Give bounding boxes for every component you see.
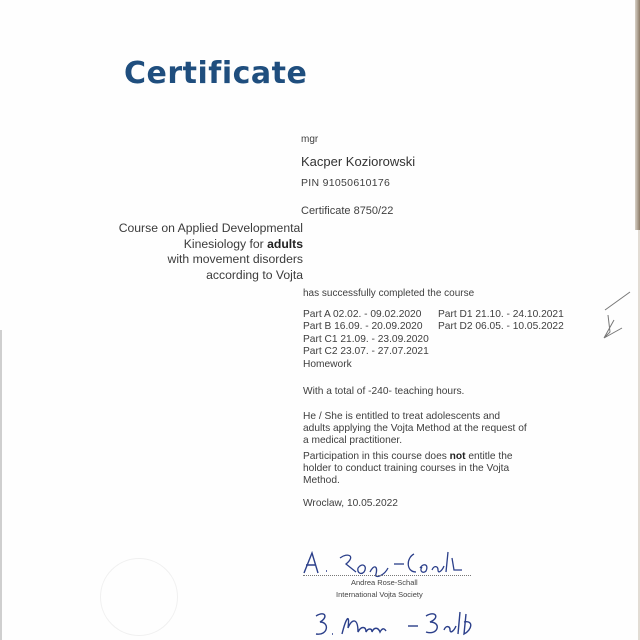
part-row: Part D2 06.05. - 10.05.2022 <box>438 321 564 333</box>
part-row: Homework <box>303 358 352 370</box>
holder-pin: PIN 91050610176 <box>301 177 391 189</box>
certificate-number: Certificate 8750/22 <box>301 205 394 217</box>
participation-pre: Participation in this course does <box>303 451 450 462</box>
course-line-2 <box>119 237 303 253</box>
page-edge-shadow <box>635 0 640 230</box>
pencil-mark-icon <box>600 290 635 345</box>
faint-stamp <box>100 558 178 636</box>
participation-text <box>303 451 541 488</box>
signature-line <box>303 575 471 576</box>
part-row: Part C1 21.09. - 23.09.2020 <box>303 333 429 345</box>
part-row: Part C2 23.07. - 27.07.2021 <box>303 346 429 358</box>
course-audience: adults <box>267 236 303 251</box>
course-line-3: with movement disorders <box>167 252 303 266</box>
certificate-title: Certificate <box>124 56 308 91</box>
course-parts-left <box>303 309 429 371</box>
part-row: Part B 16.09. - 20.09.2020 <box>303 321 423 333</box>
course-title <box>119 221 303 283</box>
place-date: Wroclaw, 10.05.2022 <box>303 498 398 509</box>
participation-post: entitle the holder to conduct training courses in the Vojta Method. <box>303 451 513 487</box>
signature-1-icon <box>300 548 470 578</box>
course-line-2-text: Kinesiology for <box>183 236 268 251</box>
signature-2-icon <box>312 608 482 640</box>
course-line-4: according to Vojta <box>206 267 303 282</box>
holder-prefix: mgr <box>301 134 319 145</box>
signatory-1-organization: International Vojta Society <box>336 590 423 599</box>
completed-text: has successfully completed the course <box>303 288 475 299</box>
part-row: Part D1 21.10. - 24.10.2021 <box>438 309 564 320</box>
total-hours: With a total of -240- teaching hours. <box>303 386 465 397</box>
signatory-1-name: Andrea Rose-Schall <box>351 578 418 587</box>
page-edge-left <box>0 330 2 640</box>
participation-bold: not <box>449 451 466 462</box>
course-parts-right <box>438 309 564 334</box>
holder-name: Kacper Koziorowski <box>301 154 416 169</box>
part-row: Part A 02.02. - 09.02.2020 <box>303 309 422 320</box>
course-line-1: Course on Applied Developmental <box>118 221 303 235</box>
entitlement-text: He / She is entitled to treat adolescents and adults applying the Vojta Method at the request of a medical practitioner. <box>303 411 527 447</box>
